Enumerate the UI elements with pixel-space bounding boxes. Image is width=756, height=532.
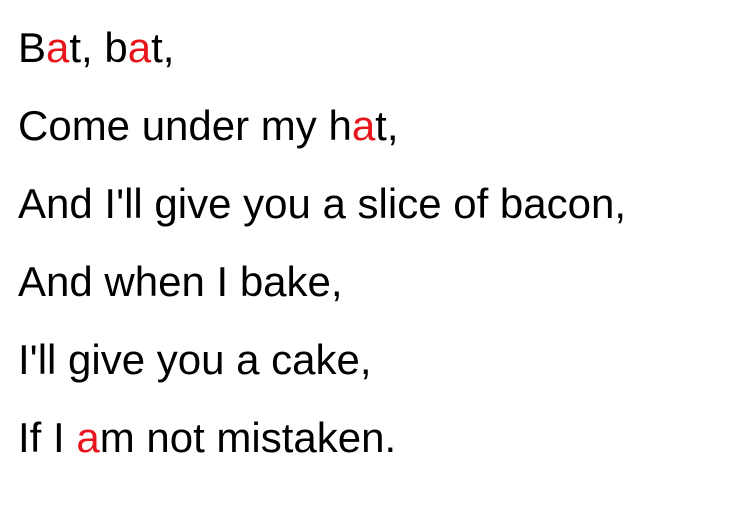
text-segment: t, b bbox=[69, 24, 128, 71]
text-segment: And when I bake, bbox=[18, 258, 343, 305]
highlighted-letter: a bbox=[76, 414, 100, 461]
poem-line bbox=[18, 178, 748, 256]
poem-line bbox=[18, 412, 748, 490]
poem-line bbox=[18, 22, 748, 100]
text-segment: If I bbox=[18, 414, 77, 461]
poem-line bbox=[18, 100, 748, 178]
text-segment: B bbox=[18, 24, 47, 71]
highlighted-letter: a bbox=[46, 24, 70, 71]
text-segment: I'll give you a cake, bbox=[18, 336, 372, 383]
text-segment: Come under my h bbox=[18, 102, 352, 149]
highlighted-letter: a bbox=[351, 102, 376, 149]
text-segment: And I'll give you a slice of bacon, bbox=[18, 180, 627, 227]
poem-line bbox=[18, 334, 748, 412]
text-segment: t, bbox=[151, 24, 175, 71]
poem-line bbox=[18, 256, 748, 334]
text-segment: m not mistaken. bbox=[99, 414, 397, 461]
text-segment: t, bbox=[375, 102, 399, 149]
highlighted-letter: a bbox=[127, 24, 152, 71]
poem bbox=[18, 22, 748, 490]
